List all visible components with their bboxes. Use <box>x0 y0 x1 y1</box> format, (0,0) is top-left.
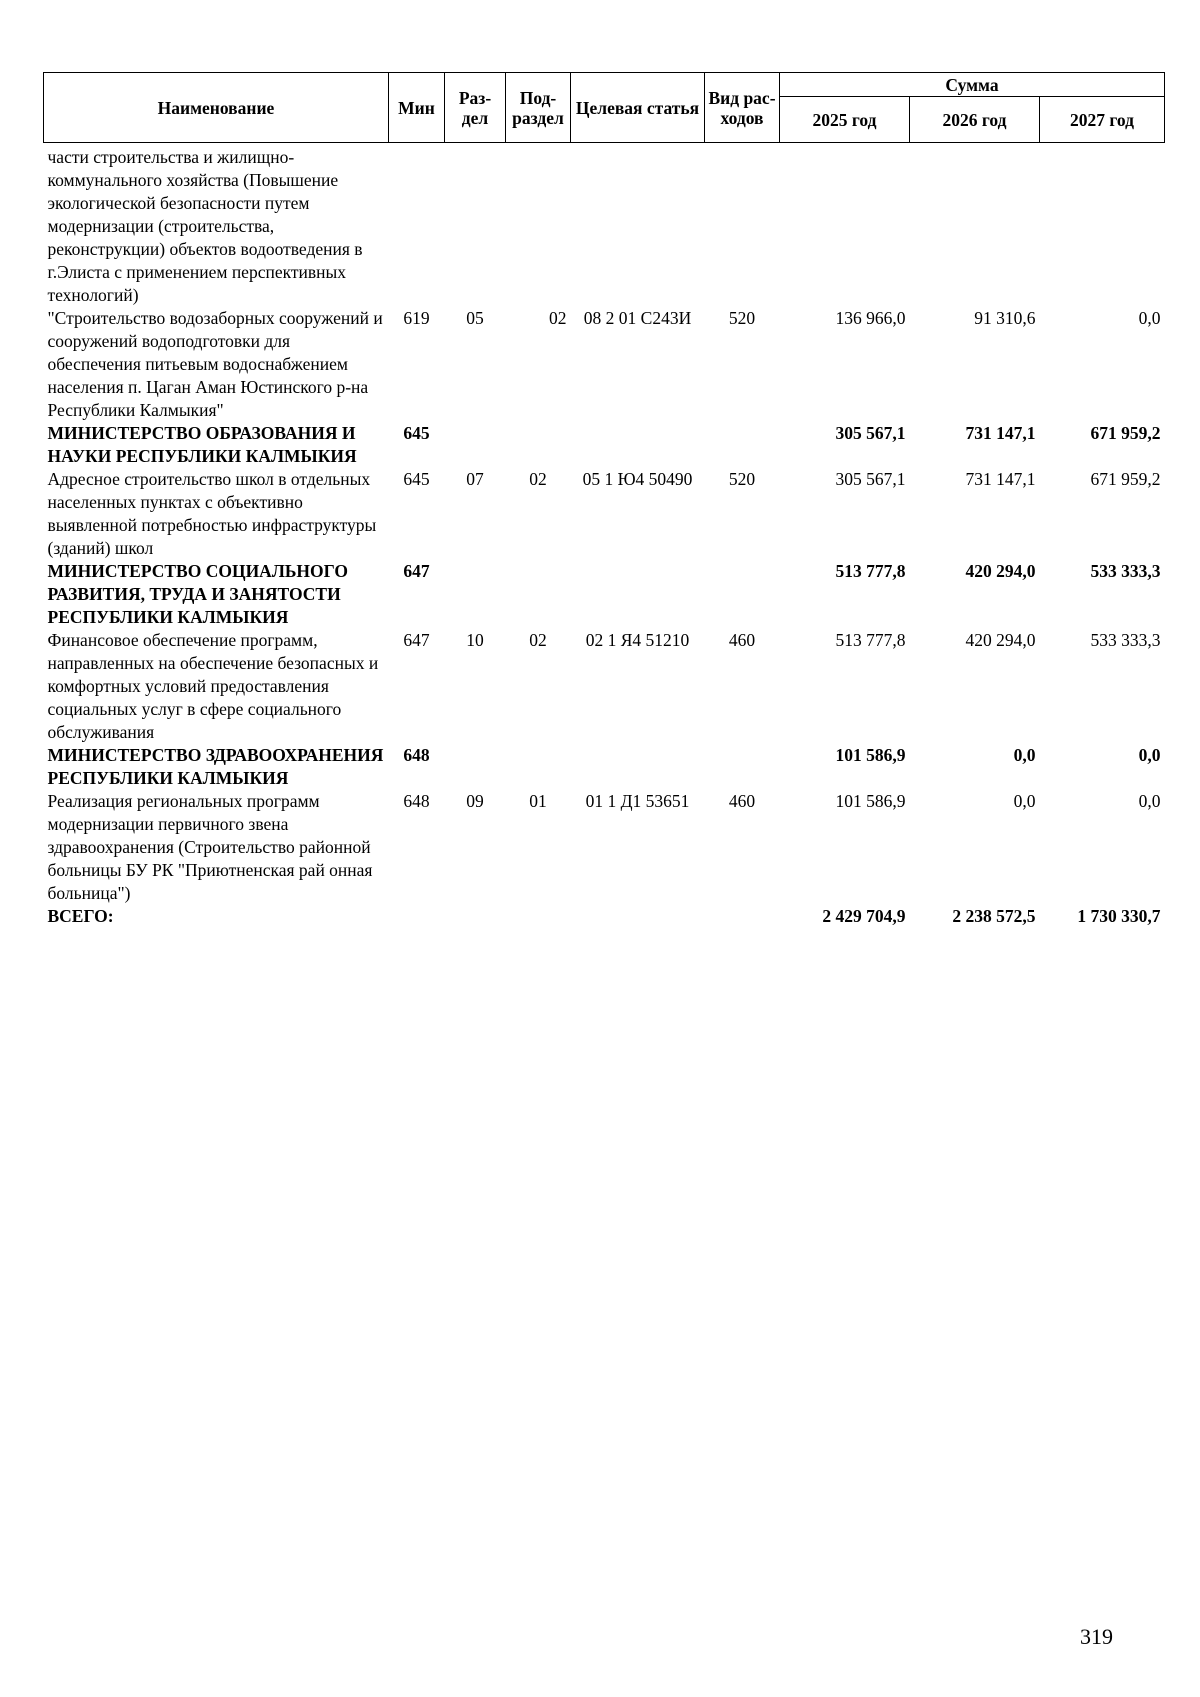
row-sum-2025: 305 567,1 <box>835 423 906 443</box>
row-sum-2027: 671 959,2 <box>1090 469 1161 489</box>
row-vid: 460 <box>728 630 756 650</box>
total-sum-2027: 1 730 330,7 <box>1077 906 1161 926</box>
row-podrazdel: 02 <box>529 469 547 489</box>
row-sum-2026: 0,0 <box>1013 791 1036 811</box>
row-article: 02 1 Я4 51210 <box>585 630 690 650</box>
row-razdel <box>445 744 506 790</box>
row-min <box>389 143 445 308</box>
ministry-row <box>44 560 1165 629</box>
row-sum-2026: 731 147,1 <box>965 469 1036 489</box>
row-sum-2025 <box>780 143 910 308</box>
row-name: МИНИСТЕРСТВО ЗДРАВООХРАНЕНИЯ РЕСПУБЛИКИ КАЛМЫКИЯ <box>47 745 384 788</box>
row-min: 619 <box>403 308 430 328</box>
total-label: ВСЕГО: <box>47 906 114 926</box>
row-sum-2025: 513 777,8 <box>835 630 906 650</box>
table-row <box>44 307 1165 422</box>
row-article: 08 2 01 С243И <box>583 308 692 328</box>
table-row <box>44 790 1165 905</box>
row-podrazdel <box>506 560 571 629</box>
row-sum-2027: 0,0 <box>1138 308 1161 328</box>
row-min: 648 <box>403 791 430 811</box>
row-sum-2025: 305 567,1 <box>835 469 906 489</box>
row-name: МИНИСТЕРСТВО СОЦИАЛЬНОГО РАЗВИТИЯ, ТРУДА И ЗАНЯТОСТИ РЕСПУБЛИКИ КАЛМЫКИЯ <box>47 561 348 627</box>
row-sum-2025: 136 966,0 <box>835 308 906 328</box>
row-article: 01 1 Д1 53651 <box>585 791 690 811</box>
row-podrazdel: 02 <box>529 630 547 650</box>
row-sum-2027: 0,0 <box>1138 791 1161 811</box>
header-2025: 2025 год <box>780 97 910 143</box>
page-number: 319 <box>1080 1624 1113 1649</box>
table-body <box>44 143 1165 929</box>
row-name: части строительства и жилищно-коммунального хозяйства (Повышение экологической безопасности путем модернизации (строительства, реконструкции) объектов водоотведения в г.Элиста с применением перспективных технологий) <box>47 147 363 305</box>
row-sum-2026: 420 294,0 <box>965 561 1036 581</box>
row-vid: 520 <box>728 469 756 489</box>
row-min: 647 <box>403 630 430 650</box>
header-razdel: Раз-дел <box>445 73 506 143</box>
row-article <box>571 560 705 629</box>
row-sum-2025: 101 586,9 <box>835 745 906 765</box>
table-row <box>44 143 1165 308</box>
row-razdel: 07 <box>466 469 484 489</box>
row-razdel: 05 <box>466 308 484 328</box>
header-min: Мин <box>389 73 445 143</box>
row-min: 645 <box>403 469 430 489</box>
row-sum-2025: 101 586,9 <box>835 791 906 811</box>
row-name: Адресное строительство школ в отдельных населенных пунктах с объективно выявленной потребностью инфраструктуры (зданий) школ <box>47 469 377 558</box>
row-razdel <box>445 560 506 629</box>
row-min: 647 <box>403 561 430 581</box>
row-vid <box>705 422 780 468</box>
row-name: "Строительство водозаборных сооружений и сооружений водоподготовки для обеспечения питьевым водоснабжением населения п. Цаган Аман Юстинского р-на Республики Калмыкия" <box>47 308 383 420</box>
header-article: Целевая статья <box>571 73 705 143</box>
table-header <box>44 73 1165 143</box>
row-podrazdel <box>506 422 571 468</box>
row-sum-2026: 420 294,0 <box>965 630 1036 650</box>
row-razdel: 09 <box>466 791 484 811</box>
row-sum-2027: 0,0 <box>1138 745 1161 765</box>
row-article <box>571 143 705 308</box>
row-vid <box>705 744 780 790</box>
row-name: Реализация региональных программ модернизации первичного звена здравоохранения (Строительство районной больницы БУ РК "Приютненская рай онная больница") <box>47 791 373 903</box>
row-article: 05 1 Ю4 50490 <box>582 469 693 489</box>
row-vid: 460 <box>728 791 756 811</box>
row-razdel: 10 <box>466 630 484 650</box>
row-article <box>571 422 705 468</box>
total-sum-2025: 2 429 704,9 <box>822 906 906 926</box>
header-name: Наименование <box>44 73 389 143</box>
row-vid: 520 <box>728 308 756 328</box>
row-podrazdel <box>506 744 571 790</box>
row-sum-2027 <box>1040 143 1165 308</box>
row-vid <box>705 560 780 629</box>
ministry-row <box>44 744 1165 790</box>
row-sum-2025: 513 777,8 <box>835 561 906 581</box>
row-razdel <box>445 422 506 468</box>
row-sum-2026 <box>910 143 1040 308</box>
row-sum-2027: 533 333,3 <box>1090 561 1161 581</box>
total-row <box>44 905 1165 928</box>
row-sum-2027: 533 333,3 <box>1090 630 1161 650</box>
row-podrazdel: 02 <box>549 308 567 328</box>
header-2027: 2027 год <box>1040 97 1165 143</box>
total-sum-2026: 2 238 572,5 <box>952 906 1036 926</box>
row-sum-2026: 91 310,6 <box>974 308 1036 328</box>
table-row <box>44 629 1165 744</box>
row-name: МИНИСТЕРСТВО ОБРАЗОВАНИЯ И НАУКИ РЕСПУБЛИКИ КАЛМЫКИЯ <box>47 423 357 466</box>
row-sum-2026: 731 147,1 <box>965 423 1036 443</box>
row-sum-2026: 0,0 <box>1013 745 1036 765</box>
header-2026: 2026 год <box>910 97 1040 143</box>
ministry-row <box>44 422 1165 468</box>
budget-table <box>43 72 1165 928</box>
header-podrazdel: Под-раздел <box>506 73 571 143</box>
row-min: 648 <box>403 745 430 765</box>
row-name: Финансовое обеспечение программ, направленных на обеспечение безопасных и комфортных условий предоставления социальных услуг в сфере социального обслуживания <box>47 630 379 742</box>
row-article <box>571 744 705 790</box>
header-sum: Сумма <box>780 73 1165 97</box>
table-row <box>44 468 1165 560</box>
row-vid <box>705 143 780 308</box>
row-podrazdel <box>506 143 571 308</box>
row-razdel <box>445 143 506 308</box>
row-min: 645 <box>403 423 430 443</box>
header-vid: Вид рас-ходов <box>705 73 780 143</box>
row-podrazdel: 01 <box>529 791 547 811</box>
row-sum-2027: 671 959,2 <box>1090 423 1161 443</box>
